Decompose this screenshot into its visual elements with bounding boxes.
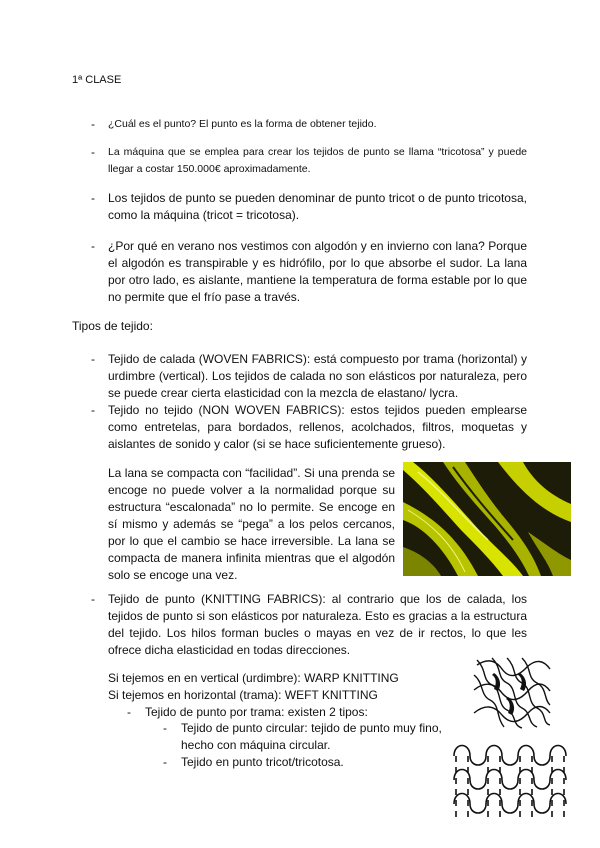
warp-loops bbox=[474, 658, 550, 728]
section-heading: Tipos de tejido: bbox=[72, 319, 153, 333]
bullet-marker: - bbox=[91, 239, 95, 253]
sub-sub-bullet-1: Tejido de punto circular: tejido de punto muy fino, hecho con máquina circular. bbox=[181, 721, 442, 752]
weft-knit-diagram bbox=[452, 738, 570, 826]
bullet-marker: - bbox=[91, 592, 95, 606]
wool-paragraph: La lana se compacta con “facilidad”. Si una prenda se encoge no puede volver a la normalidad porque su estructura “escalonada” no lo permite. Se encoge en sí mismo y además se “pega” a los pelos cercanos, por lo que el cambio se hace irreversible. La lana se compacta de manera infinita mientras que el algodón solo se encoge una vez. bbox=[108, 466, 395, 582]
sub-bullet: Tejido de punto por trama: existen 2 tipos: bbox=[145, 705, 368, 719]
type-nonwoven: Tejido no tejido (NON WOVEN FABRICS): estos tejidos pueden emplearse como entretelas, para bordados, rellenos, acolchados, filtros, moquetas y aislantes de sonido y calor (si se hace suficientemente grueso). bbox=[108, 403, 527, 451]
wool-fiber-micrograph bbox=[403, 462, 571, 576]
warp-knit-diagram bbox=[472, 655, 552, 730]
page-title: 1ª CLASE bbox=[72, 74, 122, 86]
bullet-marker: - bbox=[91, 403, 95, 417]
bullet-marker: - bbox=[91, 191, 95, 205]
intro-bullet-4: ¿Por qué en verano nos vestimos con algodón y en invierno con lana? Porque el algodón es transpirable y es hidrófilo, por lo que absorbe el sudor. La lana por otro lado, es aislante, mantiene la temperatura de forma estable por lo que no permite que el frío pase a través. bbox=[108, 239, 527, 304]
type-knitting: Tejido de punto (KNITTING FABRICS): al contrario que los de calada, los tejidos de punto si son elásticos por naturaleza. Esto es gracias a la estructura del tejido. Los hilos forman bucles o mayas en vez de ir rectos, lo que les ofrece dicha elasticidad en todas direcciones. bbox=[108, 592, 527, 657]
intro-bullet-3: Los tejidos de punto se pueden denominar de punto tricot o de punto tricotosa, como la máquina (tricot = tricotosa). bbox=[108, 191, 527, 222]
bullet-marker: - bbox=[91, 352, 95, 366]
weft-loops bbox=[454, 746, 566, 823]
weft-line: Si tejemos en horizontal (trama): WEFT KNITTING bbox=[108, 688, 378, 702]
sub-sub-bullet-2: Tejido en punto tricot/tricotosa. bbox=[181, 755, 344, 769]
intro-bullet-2: La máquina que se emplea para crear los tejidos de punto se llama “tricotosa” y puede llegar a costar 150.000€ aproximadamente. bbox=[108, 146, 527, 175]
bullet-marker: - bbox=[91, 145, 95, 159]
bullet-marker: - bbox=[91, 117, 95, 131]
bullet-marker: - bbox=[127, 705, 131, 719]
bullet-marker: - bbox=[163, 721, 167, 735]
warp-line: Si tejemos en en vertical (urdimbre): WARP KNITTING bbox=[108, 671, 399, 685]
bullet-marker: - bbox=[163, 755, 167, 769]
type-woven: Tejido de calada (WOVEN FABRICS): está compuesto por trama (horizontal) y urdimbre (vertical). Los tejidos de calada no son elásticos por naturaleza, pero se puede crear cierta elasticidad con la mezcla de elastano/ lycra. bbox=[108, 352, 527, 400]
intro-bullet-1: ¿Cuál es el punto? El punto es la forma de obtener tejido. bbox=[108, 118, 377, 130]
